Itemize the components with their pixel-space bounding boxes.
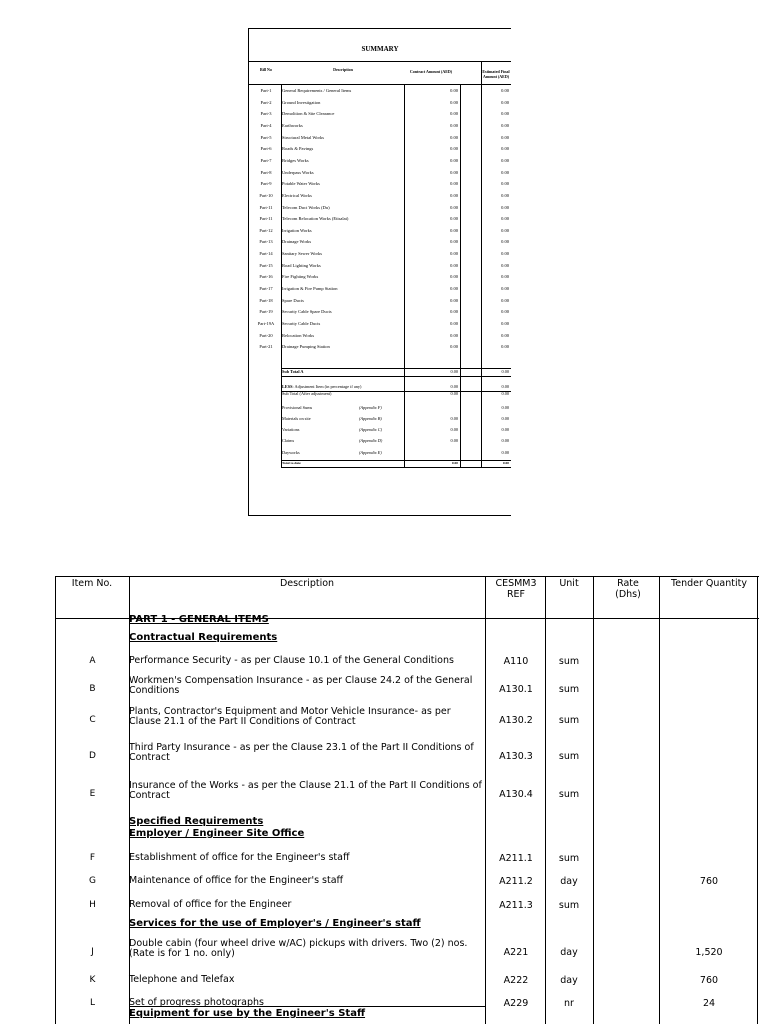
summary-row	[249, 87, 511, 95]
boq-item-description: Removal of office for the Engineer	[129, 899, 292, 910]
summary-row	[249, 273, 511, 281]
boq-item-qty: 24	[702, 998, 716, 1009]
boq-item-no: H	[89, 900, 96, 910]
summary-total-line	[281, 467, 511, 468]
dayworks-appendix: (Appendix E)	[359, 450, 382, 455]
boq-item-description: Performance Security - as per Clause 10.1 of the General Conditions	[129, 655, 454, 666]
summary-row-contract: 0.00	[450, 216, 458, 222]
summary-row	[249, 285, 511, 293]
summary-row-bill: Part-19	[259, 309, 273, 315]
section-contractual: Contractual Requirements	[129, 632, 278, 643]
summary-variations-row	[249, 426, 511, 434]
provisional-estimated: 0.00	[501, 405, 509, 410]
summary-row-desc: Security Cable Ducts	[282, 321, 321, 326]
summary-row-bill: Part-12	[259, 227, 273, 233]
boq-item-ref: A229	[503, 998, 529, 1009]
total-estimated: 0.00	[502, 461, 509, 465]
subtotal-a-contract: 0.00	[450, 369, 458, 374]
summary-row	[249, 297, 511, 305]
claims-appendix: (Appendix D)	[359, 438, 383, 443]
summary-row	[249, 145, 511, 153]
boq-item-unit: sum	[558, 900, 580, 911]
boq-item-description: Double cabin (four wheel drive w/AC) pickups with drivers. Two (2) nos. (Rate is for 1 no. only)	[129, 938, 468, 959]
summary-title: SUMMARY	[361, 45, 399, 53]
less-label-bold: LESS	[282, 384, 293, 389]
summary-row	[249, 227, 511, 235]
summary-row-estimated: 0.00	[501, 111, 509, 117]
claims-contract: 0.00	[450, 438, 458, 443]
summary-provisional-row	[249, 404, 511, 412]
boq-item-unit: nr	[564, 998, 574, 1009]
boq-item-no: A	[89, 656, 96, 666]
variations-estimated: 0.00	[501, 427, 509, 432]
less-label: : Adjustment Item (in percentage if any)	[292, 384, 362, 389]
summary-row-desc: Drainage Pumping Station	[282, 344, 330, 350]
summary-row-desc: Drainage Works	[282, 239, 312, 245]
materials-estimated: 0.00	[501, 416, 509, 421]
boq-item-unit: day	[560, 876, 578, 887]
summary-row-contract: 0.00	[450, 227, 458, 233]
summary-row-desc: Road Lighting Works	[282, 262, 321, 268]
summary-row-contract: 0.00	[450, 181, 458, 187]
boq-item-ref: A222	[503, 975, 529, 986]
section-services: Services for the use of Employer's / Engineer's staff	[129, 918, 421, 929]
section-specified: Specified Requirements	[129, 816, 264, 827]
summary-row-contract: 0.00	[450, 204, 458, 210]
summary-row-contract: 0.00	[450, 251, 458, 257]
summary-row-bill: Part-5	[260, 134, 272, 140]
section-equipment-label: Equipment for use by the Engineer's Staff	[129, 1008, 366, 1019]
boq-item-ref: A221	[503, 947, 529, 958]
boq-header-ref: CESMM3 REF	[495, 578, 537, 600]
summary-row	[249, 343, 511, 351]
boq-item-ref: A130.1	[499, 684, 533, 695]
summary-row-contract: 0.00	[450, 122, 458, 128]
claims-label: Claims	[282, 438, 295, 443]
boq-item-no: E	[89, 789, 96, 799]
summary-row-estimated: 0.00	[501, 134, 509, 140]
boq-item-ref: A110	[503, 656, 529, 667]
summary-row-contract: 0.00	[450, 274, 458, 280]
summary-row-estimated: 0.00	[501, 216, 509, 222]
summary-header-bottom-line	[249, 84, 511, 85]
section-equipment	[129, 1008, 365, 1019]
summary-row-desc: General Requirements / General Items	[282, 88, 352, 93]
boq-item-description: Third Party Insurance - as per the Clause 23.1 of the Part II Conditions of Contract	[129, 742, 474, 763]
summary-row-bill: Part-10	[259, 192, 273, 198]
summary-row-bill: Part-19A	[257, 321, 275, 326]
materials-contract: 0.00	[450, 416, 458, 421]
summary-row-desc: Sanitary Sewer Works	[282, 251, 323, 257]
summary-row-contract: 0.00	[450, 239, 458, 245]
boq-col-line	[593, 576, 594, 1024]
boq-item-qty: 760	[699, 975, 719, 986]
summary-row	[249, 308, 511, 316]
boq-item-unit: sum	[558, 789, 580, 800]
summary-row-desc: Security Cable Spare Ducts	[282, 309, 332, 315]
summary-row-estimated: 0.00	[501, 239, 509, 245]
summary-subtotal-after-row	[249, 390, 511, 398]
boq-item-description: Plants, Contractor's Equipment and Motor Vehicle Insurance- as per Clause 21.1 of the Part II Conditions of Contract	[129, 706, 451, 727]
summary-page	[248, 28, 511, 516]
summary-row-contract: 0.00	[450, 262, 458, 268]
subtotal-after-label: Sub Total (After adjustment)	[282, 391, 332, 396]
summary-subtotal-a-row	[249, 368, 511, 376]
variations-contract: 0.00	[450, 427, 458, 432]
summary-row-bill: Part-2	[260, 99, 272, 105]
summary-row-contract: 0.00	[450, 169, 458, 175]
summary-row-desc: Fire Fighting Works	[282, 274, 319, 280]
summary-row	[249, 250, 511, 258]
summary-row-desc: Structural Metal Works	[282, 134, 325, 140]
summary-row-desc: Bridges Works	[282, 157, 309, 163]
dayworks-estimated: 0.00	[501, 450, 509, 455]
summary-row-desc: Telecom Relocation Works (Etisalat)	[282, 216, 349, 222]
summary-row-estimated: 0.00	[501, 262, 509, 268]
boq-item-ref: A130.3	[499, 751, 533, 762]
boq-item-no: F	[89, 853, 96, 863]
summary-row-desc: Electrical Works	[282, 192, 312, 198]
summary-row-estimated: 0.00	[501, 321, 509, 326]
summary-row	[249, 180, 511, 188]
summary-row-contract: 0.00	[450, 88, 458, 93]
boq-item-qty: 760	[699, 876, 719, 887]
boq-item-unit: day	[560, 975, 578, 986]
summary-row-estimated: 0.00	[501, 251, 509, 257]
summary-row-estimated: 0.00	[501, 192, 509, 198]
summary-row-estimated: 0.00	[501, 332, 509, 338]
summary-dayworks-row	[249, 449, 511, 457]
boq-item-unit: sum	[558, 751, 580, 762]
summary-row	[249, 204, 511, 212]
boq-item-ref: A211.2	[499, 876, 533, 887]
subtotal-after-contract: 0.00	[450, 391, 458, 396]
summary-row-bill: Part-6	[260, 146, 272, 152]
summary-materials-row	[249, 415, 511, 423]
summary-row-desc: Ground Investigation	[282, 99, 321, 105]
summary-row-estimated: 0.00	[501, 274, 509, 280]
summary-row-contract: 0.00	[450, 286, 458, 292]
summary-row-estimated: 0.00	[501, 297, 509, 303]
summary-row-bill: Part-16	[259, 274, 273, 280]
boq-header-item-no: Item No.	[71, 578, 113, 589]
summary-header-description: Description	[333, 67, 353, 72]
boq-item-no: D	[89, 751, 96, 761]
boq-item-unit: sum	[558, 684, 580, 695]
summary-row	[249, 238, 511, 246]
summary-claims-row	[249, 437, 511, 445]
summary-header-contract-amount: Contract Amount (AED)	[409, 69, 453, 74]
provisional-label: Provisional Sums	[282, 405, 313, 410]
summary-row-estimated: 0.00	[501, 122, 509, 128]
boq-item-ref: A211.1	[499, 853, 533, 864]
summary-row-desc: Irrigation Works	[282, 227, 312, 233]
summary-row-contract: 0.00	[450, 321, 458, 326]
boq-header-unit: Unit	[559, 578, 579, 589]
summary-row-bill: Part-9	[260, 181, 272, 187]
summary-row-contract: 0.00	[450, 111, 458, 117]
summary-row	[249, 332, 511, 340]
summary-row-desc: Irrigation & Fire Pump Station	[282, 286, 338, 292]
boq-header-description: Description	[279, 578, 335, 589]
summary-row	[249, 192, 511, 200]
boq-item-description: Telephone and Telefax	[129, 974, 235, 985]
summary-row-bill: Part-15	[259, 262, 273, 268]
summary-subtotal-line	[281, 376, 511, 377]
section-part1: PART 1 - GENERAL ITEMS	[129, 614, 269, 625]
summary-row-desc: Demolition & Site Clearance	[282, 111, 335, 117]
summary-row	[249, 169, 511, 177]
summary-row-bill: Part-1	[260, 88, 272, 93]
section-site-office: Employer / Engineer Site Office	[129, 828, 305, 839]
summary-row-bill: Part-21	[259, 344, 273, 350]
summary-row	[249, 157, 511, 165]
summary-row	[249, 215, 511, 223]
boq-header-qty: Tender Quantity	[671, 578, 747, 589]
summary-row-estimated: 0.00	[501, 157, 509, 163]
summary-row-contract: 0.00	[450, 297, 458, 303]
boq-item-description: Insurance of the Works - as per the Clause 21.1 of the Part II Conditions of Contract	[129, 780, 482, 801]
boq-item-no: K	[89, 975, 96, 985]
subtotal-a-estimated: 0.00	[501, 369, 509, 374]
summary-row-bill: Part-13	[259, 239, 273, 245]
boq-item-no: G	[89, 876, 96, 886]
summary-row-bill: Part-11	[259, 204, 273, 210]
summary-row-estimated: 0.00	[501, 227, 509, 233]
summary-row-contract: 0.00	[450, 157, 458, 163]
summary-row-desc: Relocation Works	[282, 332, 315, 338]
summary-row-bill: Part-3	[260, 111, 272, 117]
boq-header-rate: Rate (Dhs)	[615, 578, 641, 600]
summary-row-contract: 0.00	[450, 99, 458, 105]
summary-row	[249, 110, 511, 118]
summary-row-estimated: 0.00	[501, 344, 509, 350]
summary-row	[249, 134, 511, 142]
summary-header-estimated-final: Estimated Final Amount (AED)	[482, 69, 510, 79]
boq-item-no: L	[89, 998, 95, 1008]
summary-row-estimated: 0.00	[501, 309, 509, 315]
summary-row-estimated: 0.00	[501, 204, 509, 210]
summary-row-bill: Part-14	[259, 251, 273, 257]
materials-appendix: (Appendix B)	[359, 416, 382, 421]
boq-item-description: Establishment of office for the Engineer's staff	[129, 852, 350, 863]
summary-row-desc: Earthworks	[282, 122, 303, 128]
claims-estimated: 0.00	[501, 438, 509, 443]
less-estimated: 0.00	[501, 384, 509, 389]
dayworks-label: Dayworks	[282, 450, 300, 455]
summary-row-desc: Underpass Works	[282, 169, 314, 175]
boq-item-ref: A130.2	[499, 715, 533, 726]
summary-row-estimated: 0.00	[501, 181, 509, 187]
summary-row	[249, 122, 511, 130]
summary-header-bill-no: Bill No	[260, 67, 272, 72]
boq-item-ref: A130.4	[499, 789, 533, 800]
summary-row-contract: 0.00	[450, 309, 458, 315]
provisional-appendix: (Appendix F)	[359, 405, 382, 410]
summary-row-estimated: 0.00	[501, 169, 509, 175]
boq-item-unit: day	[560, 947, 578, 958]
summary-header-top-line	[249, 61, 511, 62]
summary-row-bill: Part-7	[260, 157, 272, 163]
materials-label: Materials on site	[282, 416, 311, 421]
boq-item-no: C	[89, 715, 96, 725]
boq-item-no: B	[89, 684, 96, 694]
summary-row-bill: Part-17	[259, 286, 273, 292]
boq-top-border	[55, 576, 759, 577]
boq-item-description: Workmen's Compensation Insurance - as per Clause 24.2 of the General Conditions	[129, 675, 473, 696]
boq-item-description: Set of progress photographs	[129, 997, 264, 1008]
boq-item-unit: sum	[558, 853, 580, 864]
less-contract: 0.00	[450, 384, 458, 389]
summary-row-contract: 0.00	[450, 146, 458, 152]
subtotal-a-label: Sub Total A	[282, 369, 304, 374]
boq-table	[55, 576, 759, 1024]
summary-row-desc: Telecom Duct Works (Du)	[282, 204, 330, 210]
total-contract: 0.00	[451, 461, 458, 465]
total-label: Total to date	[282, 461, 301, 465]
boq-item-unit: sum	[558, 656, 580, 667]
summary-row-desc: Potable Water Works	[282, 181, 320, 187]
summary-row-bill: Part-11	[259, 216, 273, 222]
summary-row-contract: 0.00	[450, 344, 458, 350]
boq-item-description: Maintenance of office for the Engineer's staff	[129, 875, 344, 886]
summary-row-estimated: 0.00	[501, 88, 509, 93]
summary-row-contract: 0.00	[450, 134, 458, 140]
summary-row-estimated: 0.00	[501, 286, 509, 292]
summary-row-contract: 0.00	[450, 332, 458, 338]
boq-item-qty: 1,520	[695, 947, 723, 958]
summary-row	[249, 262, 511, 270]
summary-row-contract: 0.00	[450, 192, 458, 198]
variations-appendix: (Appendix C)	[359, 427, 383, 432]
summary-row	[249, 320, 511, 328]
variations-label: Variations	[282, 427, 300, 432]
summary-row-bill: Part-18	[259, 297, 273, 303]
boq-item-no: J	[91, 947, 94, 957]
summary-row-estimated: 0.00	[501, 99, 509, 105]
subtotal-after-estimated: 0.00	[501, 391, 509, 396]
summary-row-bill: Part-20	[259, 332, 273, 338]
summary-row-bill: Part-8	[260, 169, 272, 175]
summary-row-desc: Spare Ducts	[282, 297, 304, 303]
summary-row-bill: Part-4	[260, 122, 272, 128]
summary-row	[249, 99, 511, 107]
summary-row-estimated: 0.00	[501, 146, 509, 152]
boq-item-unit: sum	[558, 715, 580, 726]
summary-row-desc: Roads & Pavings	[282, 146, 314, 152]
boq-item-ref: A211.3	[499, 900, 533, 911]
